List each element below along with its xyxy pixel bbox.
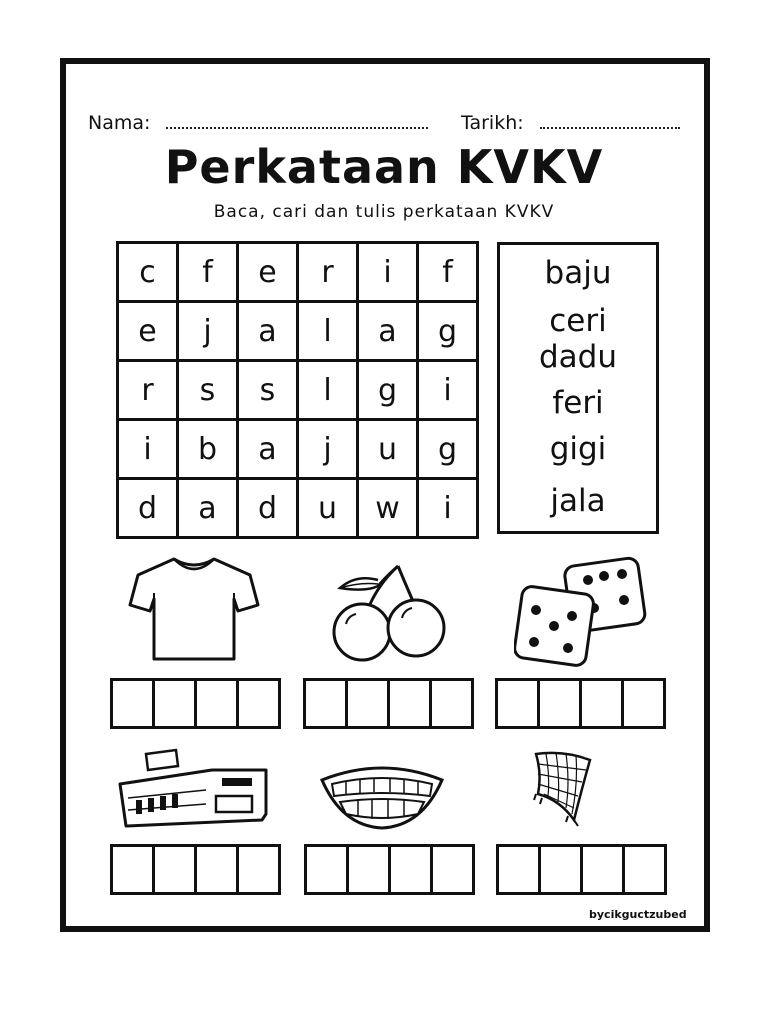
answer-box[interactable] xyxy=(625,847,667,895)
grid-cell[interactable]: i xyxy=(419,480,479,539)
name-field xyxy=(88,112,428,134)
answer-box[interactable] xyxy=(348,681,390,729)
grid-cell[interactable]: i xyxy=(359,244,419,303)
answer-box[interactable] xyxy=(113,847,155,895)
answer-box[interactable] xyxy=(349,847,391,895)
grid-cell[interactable]: r xyxy=(299,244,359,303)
answer-box[interactable] xyxy=(306,681,348,729)
grid-cell[interactable]: a xyxy=(359,303,419,362)
instruction: Baca, cari dan tulis perkataan KVKV xyxy=(213,202,555,222)
answer-boxes xyxy=(110,844,281,895)
answer-boxes xyxy=(496,844,667,895)
grid-cell[interactable]: e xyxy=(239,244,299,303)
grid-cell[interactable]: g xyxy=(359,362,419,421)
grid-cell[interactable]: g xyxy=(419,303,479,362)
cherries-icon xyxy=(326,556,448,666)
answer-boxes xyxy=(304,844,475,895)
grid-cell[interactable]: f xyxy=(179,244,239,303)
grid-cell[interactable]: j xyxy=(179,303,239,362)
word-item: gigi xyxy=(549,431,607,467)
name-label: Nama: xyxy=(88,112,151,134)
answer-box[interactable] xyxy=(498,681,540,729)
grid-cell[interactable]: i xyxy=(419,362,479,421)
answer-box[interactable] xyxy=(390,681,432,729)
page-title: Perkataan KVKV xyxy=(164,140,604,194)
grid-cell[interactable]: j xyxy=(299,421,359,480)
grid-cell[interactable]: f xyxy=(419,244,479,303)
word-item: dadu xyxy=(539,339,617,375)
word-item: feri xyxy=(552,385,604,421)
grid-cell[interactable]: l xyxy=(299,303,359,362)
teeth-icon xyxy=(318,762,446,832)
grid-cell[interactable]: d xyxy=(119,480,179,539)
answer-box[interactable] xyxy=(113,681,155,729)
answer-box[interactable] xyxy=(197,681,239,729)
fishing-net-icon xyxy=(530,748,594,828)
grid-cell[interactable]: b xyxy=(179,421,239,480)
answer-box[interactable] xyxy=(541,847,583,895)
grid-cell[interactable]: d xyxy=(239,480,299,539)
answer-box[interactable] xyxy=(583,847,625,895)
answer-box[interactable] xyxy=(499,847,541,895)
grid-cell[interactable]: g xyxy=(419,421,479,480)
answer-boxes xyxy=(495,678,666,729)
date-label: Tarikh: xyxy=(461,112,524,134)
answer-box[interactable] xyxy=(197,847,239,895)
grid-cell[interactable]: l xyxy=(299,362,359,421)
grid-cell[interactable]: r xyxy=(119,362,179,421)
grid-cell[interactable]: a xyxy=(179,480,239,539)
grid-cell[interactable]: a xyxy=(239,421,299,480)
letter-grid xyxy=(116,241,479,539)
grid-cell[interactable]: u xyxy=(359,421,419,480)
dice-icon xyxy=(514,556,650,670)
word-list xyxy=(497,242,659,534)
name-blank[interactable] xyxy=(166,113,428,129)
grid-cell[interactable]: u xyxy=(299,480,359,539)
grid-cell[interactable]: a xyxy=(239,303,299,362)
answer-box[interactable] xyxy=(433,847,475,895)
answer-boxes xyxy=(110,678,281,729)
answer-box[interactable] xyxy=(432,681,474,729)
answer-box[interactable] xyxy=(624,681,666,729)
word-item: ceri xyxy=(549,303,607,339)
answer-box[interactable] xyxy=(307,847,349,895)
date-blank[interactable] xyxy=(540,113,680,129)
answer-box[interactable] xyxy=(391,847,433,895)
answer-box[interactable] xyxy=(155,847,197,895)
answer-box[interactable] xyxy=(239,847,281,895)
answer-box[interactable] xyxy=(582,681,624,729)
date-field xyxy=(461,112,680,134)
grid-cell[interactable]: e xyxy=(119,303,179,362)
grid-cell[interactable]: c xyxy=(119,244,179,303)
answer-box[interactable] xyxy=(540,681,582,729)
grid-cell[interactable]: w xyxy=(359,480,419,539)
grid-cell[interactable]: s xyxy=(179,362,239,421)
ferry-icon xyxy=(116,744,272,830)
answer-boxes xyxy=(303,678,474,729)
answer-box[interactable] xyxy=(155,681,197,729)
credit-text: bycikguctzubed xyxy=(589,908,687,921)
grid-cell[interactable]: s xyxy=(239,362,299,421)
word-item: jala xyxy=(550,483,606,519)
shirt-icon xyxy=(128,553,260,665)
word-item: baju xyxy=(544,255,612,291)
answer-box[interactable] xyxy=(239,681,281,729)
grid-cell[interactable]: i xyxy=(119,421,179,480)
